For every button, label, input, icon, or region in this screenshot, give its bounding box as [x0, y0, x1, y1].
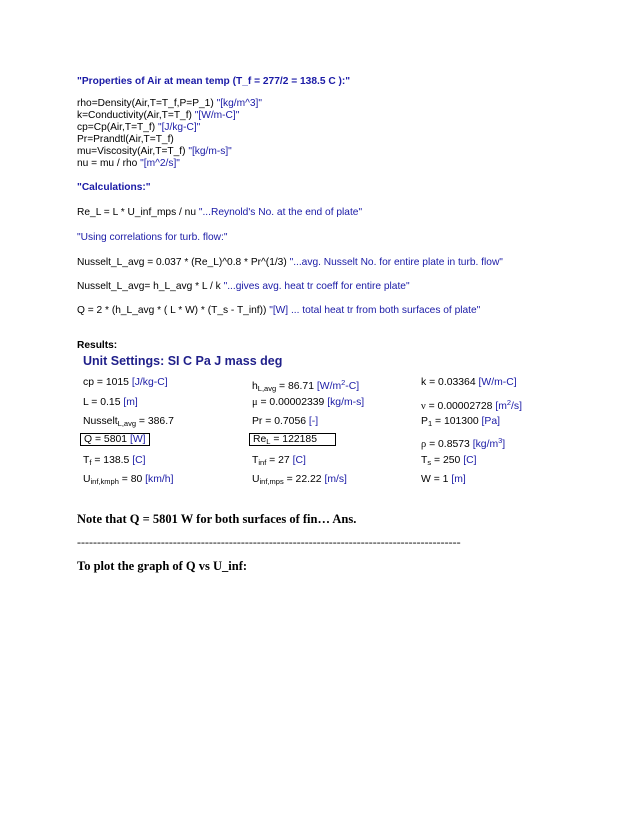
var-value: = 250: [431, 455, 464, 466]
var-unit: [Pa]: [481, 416, 500, 427]
var-subscript: L,avg: [117, 419, 137, 428]
result-Uinf-mps: [252, 474, 347, 488]
result-k: [421, 377, 517, 389]
var-name: ν: [421, 401, 426, 412]
result-Q-box: [80, 433, 150, 446]
result-nusselt: [83, 416, 174, 430]
var-value: = 0.8573: [426, 439, 473, 450]
unit-comment: "[W/m-C]": [194, 110, 240, 121]
unit-comment: "[J/kg-C]": [157, 122, 201, 133]
equation-nusselt: [77, 257, 503, 269]
property-line-cp: [77, 122, 200, 134]
var-unit: [m/s]: [324, 474, 347, 485]
var-unit: [472, 436, 506, 450]
var-name: U: [83, 474, 91, 485]
equation-comment: "...Reynold's No. at the end of plate": [198, 207, 363, 218]
answer-note: Note that Q = 5801 W for both surfaces of fin… Ans.: [77, 512, 357, 526]
unit-text-end: ]: [502, 439, 506, 450]
var-name: W: [421, 474, 431, 485]
result-Pr: [252, 416, 318, 428]
equation-reynolds: [77, 207, 362, 219]
equation-comment: "...gives avg. heat tr coeff for entire plate": [223, 281, 410, 292]
code-text: Pr=Prandtl(Air,T=T_f): [77, 134, 174, 145]
var-name: P: [421, 416, 428, 427]
property-line-mu: [77, 146, 232, 158]
unit-comment: "[kg/m^3]": [216, 98, 262, 109]
unit-settings: Unit Settings: SI C Pa J mass deg: [83, 354, 283, 368]
var-unit: [km/h]: [145, 474, 174, 485]
code-text: rho=Density(Air,T=T_f,P=P_1): [77, 98, 217, 109]
var-value: = 0.15: [88, 397, 124, 408]
var-value: = 27: [266, 455, 293, 466]
var-unit: [kg/m-s]: [327, 397, 365, 408]
var-unit: [-]: [308, 416, 319, 427]
var-name: Nusselt: [83, 416, 118, 427]
code-text: mu=Viscosity(Air,T=T_f): [77, 146, 189, 157]
unit-text: [kg/m: [472, 439, 499, 450]
result-h: [252, 377, 359, 395]
var-value: = 0.7056: [262, 416, 309, 427]
code-text: Nusselt_L_avg = 0.037 * (Re_L)^0.8 * Pr^(1/3): [77, 257, 290, 268]
var-subscript: L: [266, 437, 271, 446]
var-unit: [C]: [292, 455, 306, 466]
equation-comment: "[W] ... total heat tr from both surfaces of plate": [269, 305, 481, 316]
unit-superscript: 2: [506, 398, 512, 407]
var-subscript: s: [427, 458, 432, 467]
var-value: = 101300: [432, 416, 482, 427]
result-cp: [83, 377, 168, 389]
unit-text: [m: [495, 401, 507, 412]
var-value: = 138.5: [91, 455, 133, 466]
result-Ts: [421, 455, 476, 469]
var-subscript: f: [89, 458, 92, 467]
var-unit: [495, 398, 523, 412]
var-unit: [W/m-C]: [478, 377, 517, 388]
var-unit: [C]: [463, 455, 477, 466]
result-Uinf-kmph: [83, 474, 173, 488]
unit-text-end: -C]: [345, 381, 360, 392]
result-rho: [421, 435, 505, 451]
var-name: Pr: [252, 416, 263, 427]
result-Re: [249, 434, 336, 448]
var-name: U: [252, 474, 260, 485]
var-value: = 80: [118, 474, 146, 485]
var-unit: [C]: [132, 455, 146, 466]
properties-heading: "Properties of Air at mean temp (T_f = 277/2 = 138.5 C ):": [77, 76, 351, 87]
var-unit: [m]: [123, 397, 138, 408]
var-value: = 1015: [93, 377, 132, 388]
var-name: T: [252, 455, 259, 466]
var-name: T: [83, 455, 90, 466]
result-nu: [421, 397, 522, 413]
var-subscript: L,avg: [257, 384, 277, 393]
unit-superscript: 3: [498, 436, 503, 445]
code-text: Q = 2 * (h_L_avg * ( L * W) * (T_s - T_inf)): [77, 305, 270, 316]
var-unit: [J/kg-C]: [131, 377, 168, 388]
separator-line: ------------------------------------------------------------------------------------------------: [77, 535, 461, 549]
var-unit: [W]: [129, 434, 146, 445]
code-text: k=Conductivity(Air,T=T_f): [77, 110, 195, 121]
plot-heading: To plot the graph of Q vs U_inf:: [77, 559, 248, 573]
result-L: [83, 397, 138, 409]
var-subscript: inf,mps: [259, 477, 284, 486]
result-mu: [252, 397, 364, 409]
var-unit: [m]: [451, 474, 466, 485]
var-name: Re: [253, 434, 267, 445]
result-Tf: [83, 455, 145, 469]
var-value: = 0.00002728: [425, 401, 496, 412]
unit-superscript: 2: [341, 378, 346, 387]
equation-comment: "...avg. Nusselt No. for entire plate in turb. flow": [289, 257, 503, 268]
unit-text-end: /s]: [511, 401, 523, 412]
property-line-rho: [77, 98, 262, 110]
result-P1: [421, 416, 500, 430]
var-name: μ: [252, 397, 258, 408]
var-value: = 386.7: [136, 416, 174, 427]
calculations-heading: "Calculations:": [77, 182, 151, 193]
var-name: cp: [83, 377, 94, 388]
var-name: ρ: [421, 439, 427, 450]
code-text: nu = mu / rho: [77, 158, 141, 169]
var-subscript: 1: [427, 419, 433, 428]
var-value: = 122185: [270, 434, 317, 445]
var-subscript: inf: [258, 458, 267, 467]
result-Re-box: [249, 433, 336, 446]
var-name: h: [252, 381, 258, 392]
var-subscript: inf,kmph: [90, 477, 119, 486]
code-text: Re_L = L * U_inf_mps / nu: [77, 207, 199, 218]
code-text: Nusselt_L_avg= h_L_avg * L / k: [77, 281, 224, 292]
var-name: Q: [84, 434, 93, 445]
result-Tinf: [252, 455, 306, 469]
code-text: cp=Cp(Air,T=T_f): [77, 122, 158, 133]
unit-comment: "[kg/m-s]": [188, 146, 232, 157]
var-name: T: [421, 455, 428, 466]
result-Q: [80, 434, 150, 446]
var-value: = 0.03364: [426, 377, 479, 388]
var-name: k: [421, 377, 427, 388]
var-value: = 0.00002339: [257, 397, 328, 408]
property-line-k: [77, 110, 239, 122]
var-unit: [316, 378, 360, 392]
correlation-note: "Using correlations for turb. flow:": [77, 232, 228, 243]
var-value: = 5801: [92, 434, 130, 445]
result-W: [421, 474, 466, 486]
var-value: = 1: [430, 474, 452, 485]
var-value: = 22.22: [283, 474, 325, 485]
unit-comment: "[m^2/s]": [140, 158, 180, 169]
results-label: Results:: [77, 340, 118, 351]
equation-heat-transfer: [77, 305, 480, 317]
property-line-nu: [77, 158, 180, 170]
var-name: L: [83, 397, 89, 408]
equation-heat-coeff: [77, 281, 410, 293]
var-value: = 86.71: [276, 381, 317, 392]
property-line-pr: [77, 134, 174, 146]
unit-text: [W/m: [316, 381, 342, 392]
